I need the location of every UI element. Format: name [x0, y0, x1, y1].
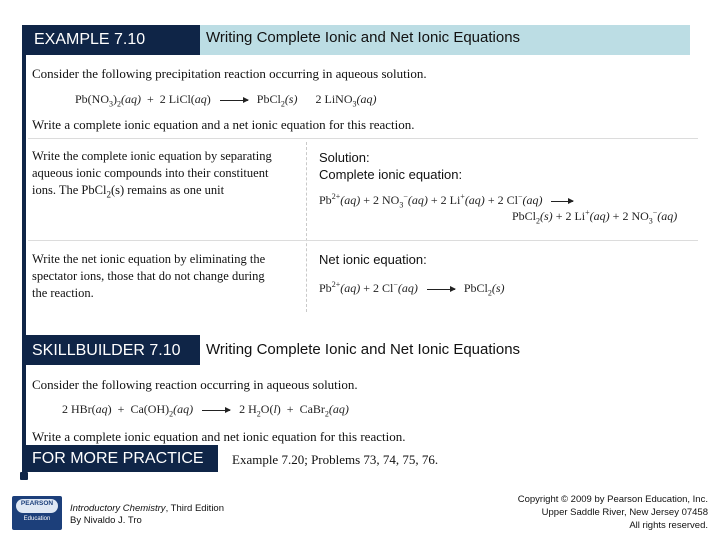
skillbuilder-equation: 2 $HBr(aq) + Ca(OH)_2(aq)$ 2 $H_2O(l)$ + CaBr$_2$(aq) [62, 402, 349, 419]
skillbuilder-title: Writing Complete Ionic and Net Ionic Equations [200, 335, 680, 365]
copyright-line2: Upper Saddle River, New Jersey 07458 [541, 507, 708, 518]
pearson-logo-top: PEARSON [20, 500, 54, 507]
skillbuilder-arrow [202, 410, 230, 411]
example-instruction: Write a complete ionic equation and a net ionic equation for this reaction. [32, 117, 415, 132]
example-title: Writing Complete Ionic and Net Ionic Equations [200, 25, 690, 55]
complete-ionic-heading: Complete ionic equation: [319, 167, 463, 182]
book-author: By Nivaldo J. Tro [70, 515, 142, 526]
left-accent-bar [22, 55, 26, 473]
book-title: Introductory Chemistry, Third Edition [70, 503, 225, 514]
net-ionic-heading: Net ionic equation: [319, 252, 427, 267]
step2-text: Write the net ionic equation by eliminating the spectator ions, those that do not change during the reaction. [32, 252, 266, 300]
complete-ionic-equation-line1: $Pb^{2+}(aq) + 2$ $NO_3^-(aq) + 2$ Li+(aq) + 2 Cl−(aq) [319, 192, 579, 209]
more-practice-label: FOR MORE PRACTICE [22, 445, 218, 472]
left-accent-end [20, 472, 28, 480]
more-practice-text: Example 7.20; Problems 73, 74, 75, 76. [232, 452, 439, 467]
copyright-line1: Copyright © 2009 by Pearson Education, Inc. [517, 494, 708, 505]
copyright-line3: All rights reserved. [629, 520, 708, 531]
complete-ionic-equation-line2: PbCl$_2$(s) + 2 Li+(aq) + 2 $NO_3^-(aq)$ [512, 208, 678, 226]
reaction-arrow [220, 100, 248, 101]
divider [28, 138, 698, 139]
complete-arrow [551, 201, 573, 202]
net-ionic-equation: $Pb^{2+}(aq) + 2$ Cl−(aq) PbCl$_2$(s) [319, 280, 505, 298]
example-prompt: Consider the following precipitation reaction occurring in aqueous solution. [32, 66, 427, 81]
column-separator [306, 142, 307, 312]
solution-heading: Solution: [319, 150, 370, 165]
skillbuilder-label: SKILLBUILDER 7.10 [22, 335, 200, 365]
example-label: EXAMPLE 7.10 [22, 25, 200, 55]
net-arrow [427, 289, 455, 290]
pearson-logo-bottom: Education [23, 516, 51, 522]
divider [28, 240, 698, 241]
step1-text: Write the complete ionic equation by separating aqueous ionic compounds into their constituent ions. The PbCl$_2$(s) remains as one unit [32, 149, 272, 200]
skillbuilder-instruction: Write a complete ionic equation and net ionic equation for this reaction. [32, 429, 406, 444]
reaction-equation: $Pb(NO_3)_2(aq) + 2$ LiCl(aq) PbCl$_2$(s) 2 LiNO$_3$(aq) [75, 92, 377, 109]
skillbuilder-prompt: Consider the following reaction occurring in aqueous solution. [32, 377, 358, 392]
